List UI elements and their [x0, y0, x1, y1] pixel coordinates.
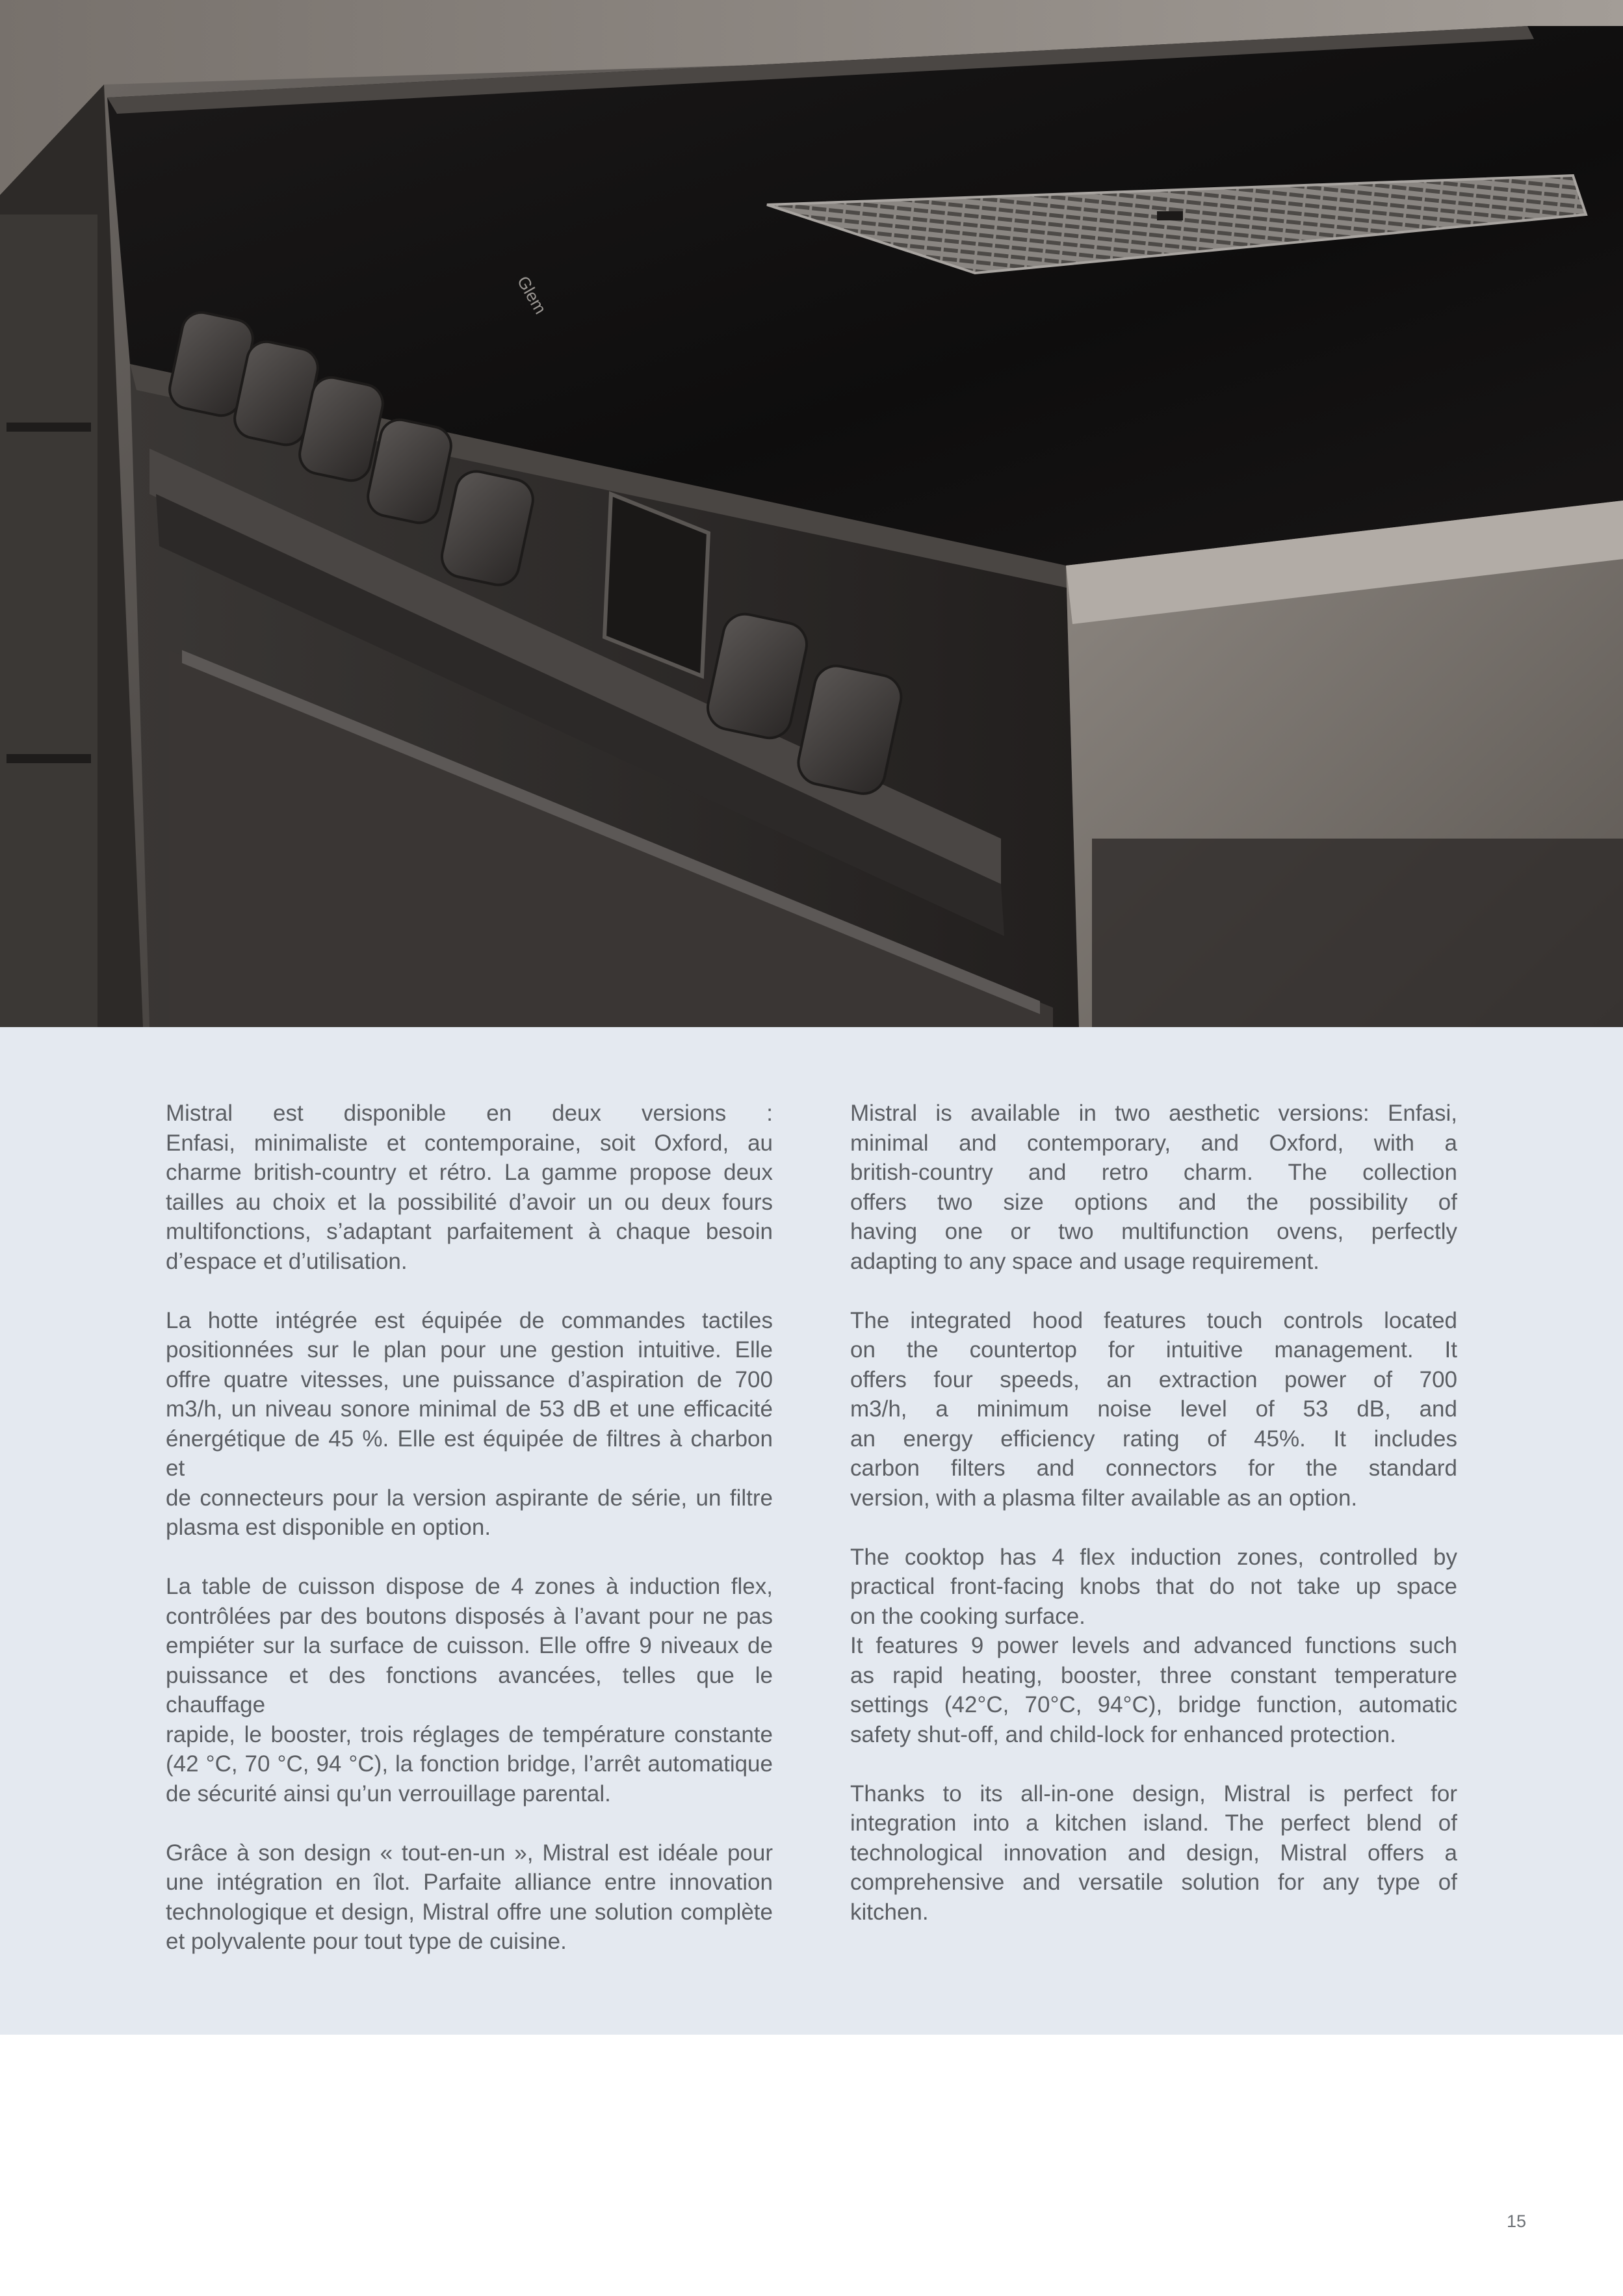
text-line: de sécurité ainsi qu’un verrouillage parental.: [166, 1781, 611, 1807]
paragraph: [166, 1306, 773, 1543]
text-line: kitchen.: [850, 1899, 929, 1925]
text-line: plasma est disponible en option.: [166, 1515, 491, 1540]
text-line: (42 °C, 70 °C, 94 °C), la fonction bridge, l’arrêt automatique: [166, 1751, 773, 1777]
text-line: The integrated hood features touch controls located: [850, 1307, 1457, 1333]
page-number: 15: [1506, 2211, 1526, 2231]
text-line: as rapid heating, booster, three constant temperature: [850, 1662, 1457, 1688]
text-line: m3/h, un niveau sonore minimal de 53 dB et une efficacité: [166, 1396, 773, 1422]
text-line: version, with a plasma filter available as an option.: [850, 1485, 1358, 1511]
text-line: puissance et des fonctions avancées, telles que le chauffage: [166, 1662, 773, 1717]
text-line: de connecteurs pour la version aspirante de série, un filtre: [166, 1485, 773, 1511]
text-line: technologique et design, Mistral offre une solution complète: [166, 1899, 773, 1925]
paragraph: [850, 1099, 1457, 1276]
text-line: empiéter sur la surface de cuisson. Elle offre 9 niveaux de: [166, 1633, 773, 1658]
text-line: offers two size options and the possibility of: [850, 1189, 1457, 1215]
text-line: offre quatre vitesses, une puissance d’aspiration de 700: [166, 1366, 773, 1392]
text-line: énergétique de 45 %. Elle est équipée de filtres à charbon et: [166, 1426, 773, 1481]
text-line: adapting to any space and usage requirement.: [850, 1248, 1319, 1274]
french-text-column: [166, 1099, 773, 1986]
text-line: technological innovation and design, Mistral offers a: [850, 1840, 1457, 1866]
english-text-column: [850, 1099, 1457, 1957]
text-line: Enfasi, minimaliste et contemporaine, soit Oxford, au: [166, 1130, 773, 1156]
text-line: Mistral is available in two aesthetic versions: Enfasi,: [850, 1101, 1457, 1126]
text-line: m3/h, a minimum noise level of 53 dB, and: [850, 1396, 1457, 1422]
hero-photo-cooker: [0, 0, 1623, 1027]
text-line: La hotte intégrée est équipée de commandes tactiles: [166, 1307, 773, 1333]
text-line: an energy efficiency rating of 45%. It includes: [850, 1426, 1457, 1452]
paragraph: [166, 1838, 773, 1957]
text-line: integration into a kitchen island. The perfect blend of: [850, 1810, 1457, 1836]
text-line: on the cooking surface.: [850, 1603, 1085, 1629]
text-line: tailles au choix et la possibilité d’avoir un ou deux fours: [166, 1189, 773, 1215]
text-line: contrôlées par des boutons disposés à l’avant pour ne pas: [166, 1603, 773, 1629]
text-line: une intégration en îlot. Parfaite alliance entre innovation: [166, 1870, 773, 1895]
text-line: multifonctions, s’adaptant parfaitement à chaque besoin: [166, 1219, 773, 1244]
text-line: Thanks to its all-in-one design, Mistral is perfect for: [850, 1781, 1457, 1807]
text-line: on the countertop for intuitive management. It: [850, 1337, 1457, 1363]
paragraph: [166, 1572, 773, 1808]
text-line: d’espace et d’utilisation.: [166, 1248, 408, 1274]
text-line: minimal and contemporary, and Oxford, with a: [850, 1130, 1457, 1156]
paragraph: [850, 1306, 1457, 1513]
text-line: rapide, le booster, trois réglages de température constante: [166, 1721, 773, 1747]
text-line: Grâce à son design « tout-en-un », Mistral est idéale pour: [166, 1840, 773, 1866]
text-line: settings (42°C, 70°C, 94°C), bridge function, automatic: [850, 1692, 1457, 1717]
text-line: offers four speeds, an extraction power of 700: [850, 1366, 1457, 1392]
text-line: The cooktop has 4 flex induction zones, controlled by: [850, 1544, 1457, 1570]
text-line: having one or two multifunction ovens, perfectly: [850, 1219, 1457, 1244]
text-line: safety shut-off, and child-lock for enhanced protection.: [850, 1721, 1396, 1747]
text-line: carbon filters and connectors for the standard: [850, 1455, 1457, 1481]
text-line: british-country and retro charm. The collection: [850, 1160, 1457, 1185]
brand-mark: Glem: [513, 272, 551, 318]
paragraph: [166, 1099, 773, 1276]
text-line: charme british-country et rétro. La gamme propose deux: [166, 1160, 773, 1185]
paragraph: [850, 1779, 1457, 1927]
text-line: practical front-facing knobs that do not take up space: [850, 1574, 1457, 1599]
text-line: et polyvalente pour tout type de cuisine.: [166, 1929, 567, 1954]
paragraph: [850, 1543, 1457, 1750]
text-line: La table de cuisson dispose de 4 zones à induction flex,: [166, 1574, 773, 1599]
text-line: comprehensive and versatile solution for any type of: [850, 1870, 1457, 1895]
text-line: positionnées sur le plan pour une gestion intuitive. Elle: [166, 1337, 773, 1363]
text-line: Mistral est disponible en deux versions :: [166, 1101, 773, 1126]
text-line: It features 9 power levels and advanced functions such: [850, 1633, 1457, 1658]
